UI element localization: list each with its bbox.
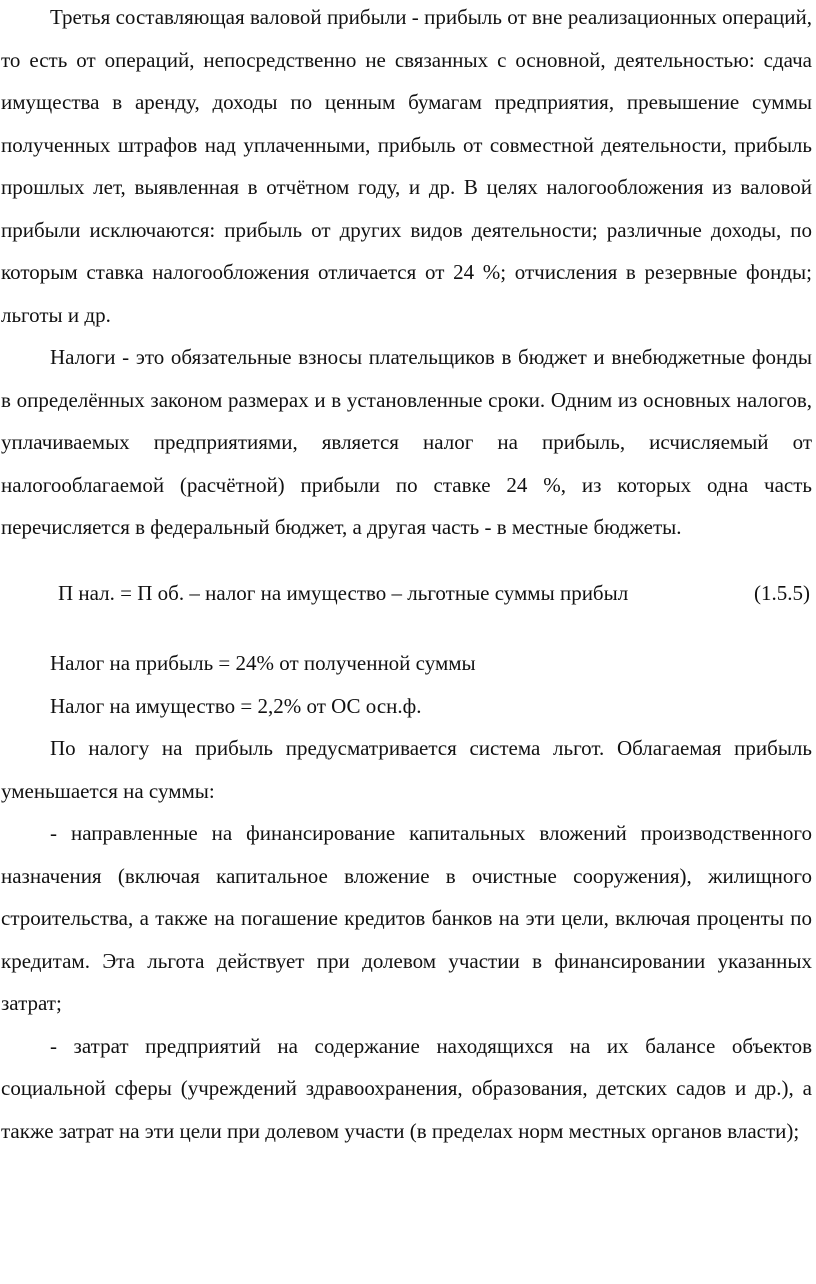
paragraph-tax-benefits: По налогу на прибыль предусматривается система льгот. Облагаемая прибыль уменьшается на суммы: xyxy=(1,736,812,803)
paragraph-taxes-definition: Налоги - это обязательные взносы плательщиков в бюджет и внебюджетные фонды в определённых законом размерах и в установленные сроки. Одним из основных налогов, уплачиваемых предприятиями, является налог на прибыль, исчисляемый от налогооблагаемой (расчётной) прибыли по ставке 24 %, из которых одна часть перечисляется в федеральный бюджет, а другая часть - в местные бюджеты. xyxy=(1,345,812,539)
formula-text: П нал. = П об. – налог на имущество – льготные суммы прибыл xyxy=(58,580,629,605)
formula-number: (1.5.5) xyxy=(754,580,810,605)
paragraph-gross-profit-component: Третья составляющая валовой прибыли - прибыль от вне реализационных операций, то есть от операций, непосредственно не связанных с основной, деятельностью: сдача имущества в аренду, доходы по ценным бумагам предприятия, превышение суммы полученных штрафов над уплаченными, прибыль от совместной деятельности, прибыль прошлых лет, выявленная в отчётном году, и др. В целях налогообложения из валовой прибыли исключаются: прибыль от других видов деятельности; различные доходы, по которым ставка налогообложения отличается от 24 %; отчисления в резервные фонды; льготы и др. xyxy=(1,5,812,327)
profit-tax-rate-line: Налог на прибыль = 24% от полученной суммы xyxy=(50,651,476,675)
paragraph-capital-investments: - направленные на финансирование капитальных вложений производственного назначения (включая капитальное вложение в очистные сооружения), жилищного строительства, а также на погашение кредитов банков на эти цели, включая проценты по кредитам. Эта льгота действует при долевом участии в финансировании указанных затрат; xyxy=(1,821,812,1015)
paragraph-social-sphere: - затрат предприятий на содержание находящихся на их балансе объектов социальной сферы (учреждений здравоохранения, образования, детских садов и др.), а также затрат на эти цели при долевом участи (в пределах норм местных органов власти); xyxy=(1,1033,812,1143)
formula-row xyxy=(1,572,812,615)
property-tax-rate-line: Налог на имущество = 2,2% от ОС осн.ф. xyxy=(50,693,422,718)
